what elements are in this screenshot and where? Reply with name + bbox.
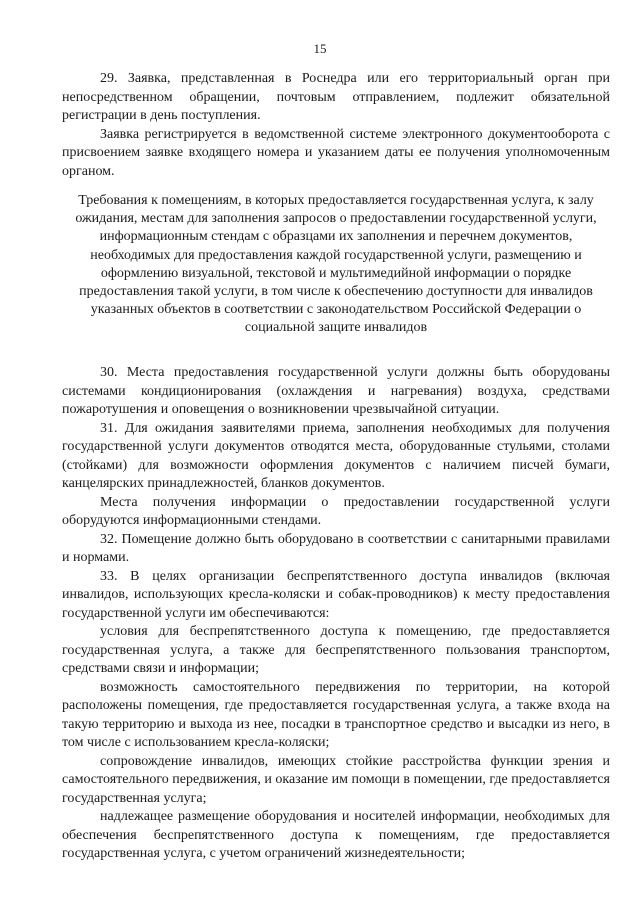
paragraph-movement: возможность самостоятельного передвижения по территории, на которой расположены помещения, где предоставляется государственная услуга, а также входа на такую территорию и выхода из нее, посадки в транспортное средство и высадки из него, в том числе с использованием кресла-коляски; [62,679,610,750]
paragraph-access-conditions: условия для беспрепятственного доступа к помещению, где предоставляется государственная услуга, а также для беспрепятственного пользования транспортом, средствами связи и информации; [62,624,610,676]
paragraph-31: 31. Для ожидания заявителями приема, заполнения необходимых для получения государственной услуги документов отводятся места, оборудованные стульями, столами (стойками) для возможности оформления документов с наличием писчей бумаги, канцелярских принадлежностей, бланков документов. [62,420,610,491]
paragraph-info-stands: Места получения информации о предоставлении государственной услуги оборудуются информационными стендами. [62,494,610,528]
paragraph-29: 29. Заявка, представленная в Роснедра или его территориальный орган при непосредственном обращении, почтовым отправлением, подлежит обязательной регистрации в день поступления. [62,71,610,123]
paragraph-32: 32. Помещение должно быть оборудовано в соответствии с санитарными правилами и нормами. [62,531,610,565]
section-premises [62,364,610,864]
section-intake [62,70,610,181]
section-heading [70,192,602,338]
heading-text: Требования к помещениям, в которых предоставляется государственная услуга, к залу ожидания, местам для заполнения запросов о предоставлении государственной услуги, информационным стендам с образцами их заполнения и перечнем документов, необходимых для предоставления каждой государственной услуги, размещению и оформлению визуальной, текстовой и мультимедийной информации о порядке предоставления такой услуги, в том числе к обеспечению доступности для инвалидов указанных объектов в соответствии с законодательством Российской Федерации о социальной защите инвалидов [75,193,597,336]
paragraph-equipment: надлежащее размещение оборудования и носителей информации, необходимых для обеспечения беспрепятственного доступа к помещениям, где предоставляется государственная услуга, с учетом ограничений жизнедеятельности; [62,809,610,861]
paragraph-30: 30. Места предоставления государственной услуги должны быть оборудованы системами кондиционирования (охлаждения и нагревания) воздуха, средствами пожаротушения и оповещения о возникновении чрезвычайной ситуации. [62,365,610,417]
paragraph-33: 33. В целях организации беспрепятственного доступа инвалидов (включая инвалидов, использующих кресла-коляски и собак-проводников) к месту предоставления государственной услуги им обеспечиваются: [62,568,610,621]
paragraph-registration: Заявка регистрируется в ведомственной системе электронного документооборота с присвоением заявке входящего номера и указанием даты ее получения уполномоченным органом. [62,126,610,179]
page-number: 15 [313,41,327,56]
paragraph-escort: сопровождение инвалидов, имеющих стойкие расстройства функции зрения и самостоятельного передвижения, и оказание им помощи в помещении, где предоставляется государственная услуга; [62,753,610,806]
